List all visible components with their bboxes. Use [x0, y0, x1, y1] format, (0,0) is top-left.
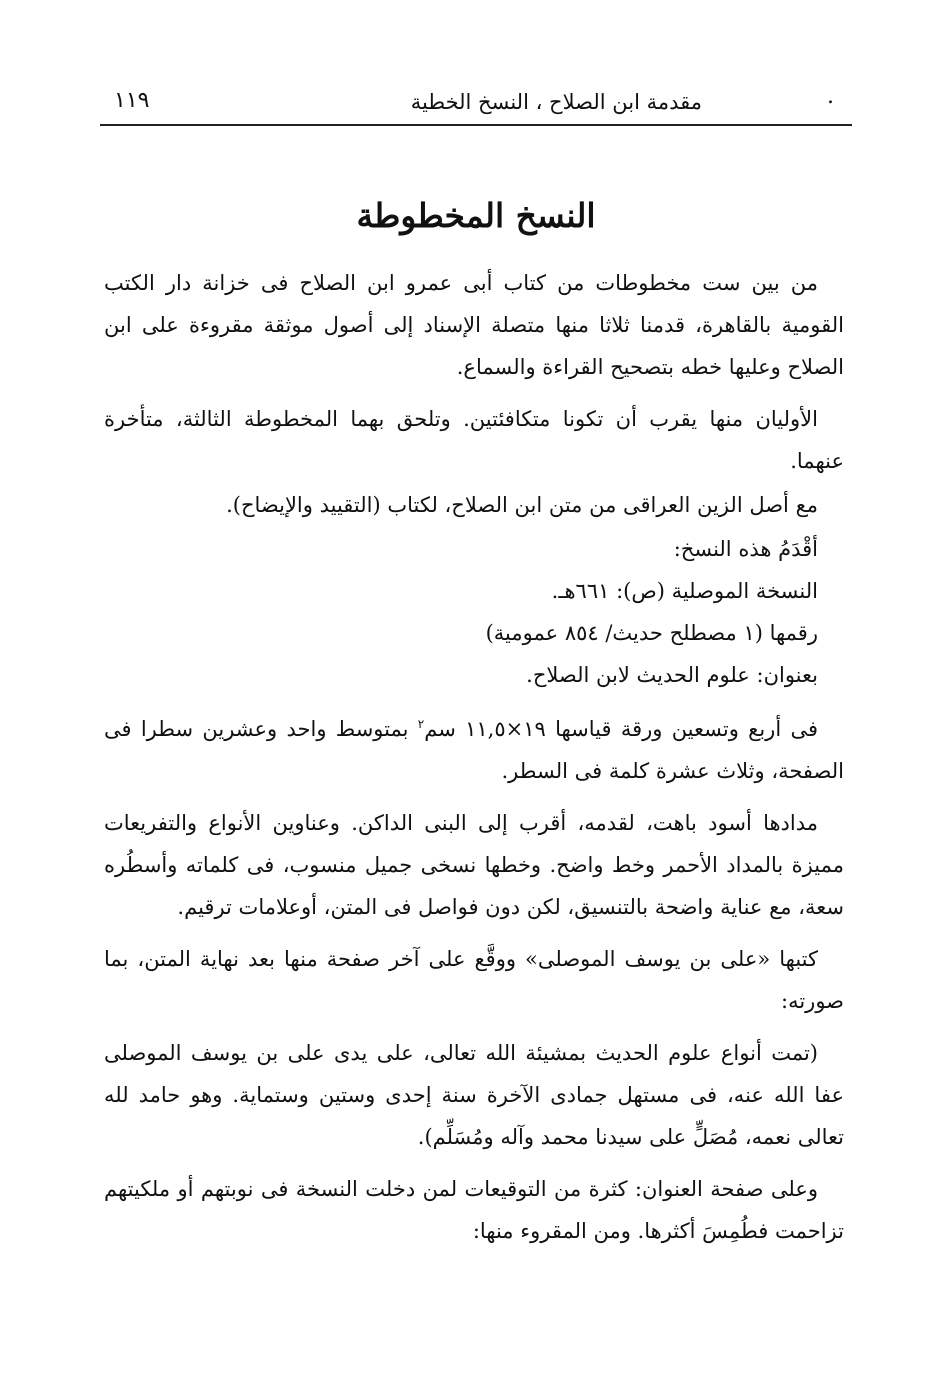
oldest-copy-heading: أقْدَمُ هذه النسخ: — [673, 537, 818, 561]
paragraph-ink-script: مدادها أسود باهت، لقدمه، أقرب إلى البنى الداكن. وعناوين الأنواع والتفريعات مميزة بالمداد الأحمر وخط واضح. وخطها نسخى جميل منسوب، فى كلماته وأسطُره سعة، مع عناية واضحة بالتنسيق، لكن دون فواصل فى المتن، أوعلامات ترقيم. — [104, 811, 844, 919]
body-text — [104, 262, 844, 1262]
mosul-copy-date: النسخة الموصلية (ص): ٦٦١هـ. — [551, 579, 818, 603]
section-title: النسخ المخطوطة — [356, 196, 596, 235]
paragraph-scribe: كتبها «على بن يوسف الموصلى» ووقَّع على آخر صفحة منها بعد نهاية المتن، بما صورته: — [104, 947, 844, 1013]
header-dot: . — [827, 84, 834, 109]
page-number: ١١٩ — [114, 88, 150, 113]
running-header — [100, 84, 852, 126]
dimensions-text-rest: بمتوسط واحد وعشرين سطرا فى الصفحة، وثلاث عشرة كلمة فى السطر. — [104, 717, 844, 783]
paragraph-dimensions — [104, 708, 844, 792]
paragraph-iraqi-original: مع أصل الزين العراقى من متن ابن الصلاح، لكتاب (التقييد والإيضاح). — [226, 493, 818, 517]
paragraph-sources: من بين ست مخطوطات من كتاب أبى عمرو ابن الصلاح فى خزانة دار الكتب القومية بالقاهرة، قدمنا ثلاثا منها متصلة الإسناد إلى أصول موثقة مقروءة على ابن الصلاح وعليها خطه بتصحيح القراءة والسماع. — [104, 271, 844, 379]
running-title: مقدمة ابن الصلاح ، النسخ الخطية — [410, 90, 702, 114]
mosul-copy-number: رقمها (١ مصطلح حديث/ ٨٥٤ عمومية) — [485, 621, 818, 645]
paragraph-colophon: (تمت أنواع علوم الحديث بمشيئة الله تعالى، على يدى على بن يوسف الموصلى عفا الله عنه، فى مستهل جمادى الآخرة سنة إحدى وستين وستماية. وهو حامد لله تعالى نعمه، مُصَلٍّ على سيدنا محمد وآله ومُسَلِّم). — [104, 1041, 844, 1149]
paragraph-title-page: وعلى صفحة العنوان: كثرة من التوقيعات لمن دخلت النسخة فى نوبتهم أو ملكيتهم تزاحمت فطُمِسَ أكثرها. ومن المقروء منها: — [104, 1177, 844, 1243]
mosul-copy-title: بعنوان: علوم الحديث لابن الصلاح. — [526, 663, 818, 687]
oldest-copy-details — [104, 528, 844, 696]
paragraph-first-two: الأوليان منها يقرب أن تكونا متكافئتين. وتلحق بهما المخطوطة الثالثة، متأخرة عنهما. — [104, 407, 844, 473]
dimensions-text: فى أربع وتسعين ورقة قياسها ١٩×١١,٥ سم — [424, 717, 818, 741]
footnote-marker: ٢ — [417, 717, 425, 731]
